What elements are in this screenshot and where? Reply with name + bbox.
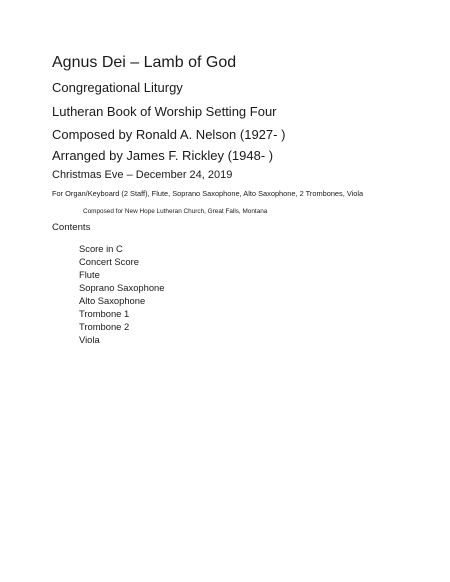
dedication-note: Composed for New Hope Lutheran Church, Great Falls, Montana: [83, 208, 268, 215]
document-title: Agnus Dei – Lamb of God: [52, 54, 237, 71]
contents-item-viola: Viola: [79, 334, 100, 345]
contents-item-flute: Flute: [79, 269, 100, 280]
contents-item-alto-saxophone: Alto Saxophone: [79, 295, 146, 306]
date-line: Christmas Eve – December 24, 2019: [52, 169, 233, 181]
contents-item-soprano-saxophone: Soprano Saxophone: [79, 282, 165, 293]
contents-item-trombone-2: Trombone 2: [79, 321, 130, 332]
composer-credit: Composed by Ronald A. Nelson (1927- ): [52, 127, 286, 142]
contents-item-score-in-c: Score in C: [79, 243, 123, 254]
contents-list: [79, 242, 165, 346]
arranger-credit: Arranged by James F. Rickley (1948- ): [52, 148, 274, 163]
instrumentation-line: For Organ/Keyboard (2 Staff), Flute, Soprano Saxophone, Alto Saxophone, 2 Trombones, Viola: [52, 189, 364, 198]
contents-item-trombone-1: Trombone 1: [79, 308, 130, 319]
contents-item-concert-score: Concert Score: [79, 256, 139, 267]
contents-heading: Contents: [52, 222, 91, 233]
subtitle-worship-setting: Lutheran Book of Worship Setting Four: [52, 104, 277, 119]
subtitle-congregational-liturgy: Congregational Liturgy: [52, 80, 183, 95]
